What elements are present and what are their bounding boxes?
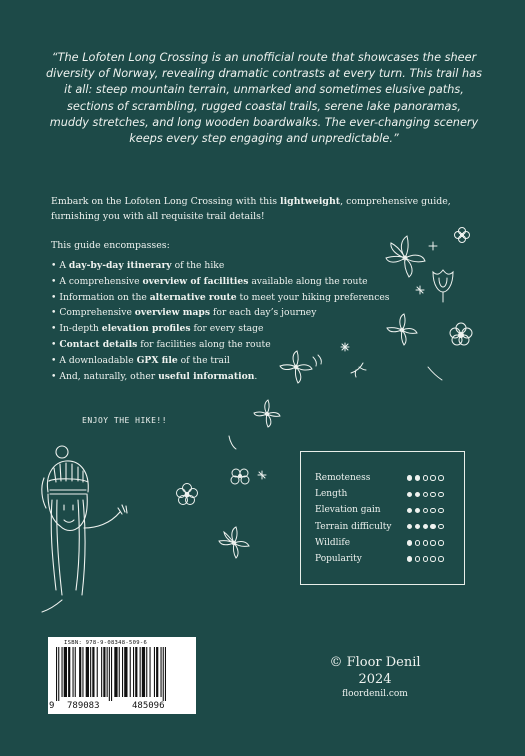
barcode-bar <box>133 647 134 697</box>
barcode-bar <box>165 647 166 701</box>
rating-label: Elevation gain <box>315 505 381 516</box>
barcode-bar <box>109 647 110 701</box>
barcode-digit-group1: 789083 <box>67 701 100 711</box>
rating-dot-empty <box>438 524 443 529</box>
tulip-icon <box>433 270 453 302</box>
sparkle-icon <box>429 242 437 250</box>
barcode-bar <box>62 647 63 697</box>
barcode-bar <box>101 647 102 697</box>
sprig-icon <box>351 363 366 377</box>
flower-icon <box>219 527 249 558</box>
rating-dot-filled <box>407 524 412 529</box>
barcode-bar <box>140 647 141 697</box>
barcode-bar <box>56 647 57 701</box>
barcode-bar <box>111 647 112 701</box>
rating-dots <box>407 540 444 545</box>
rating-dot-filled <box>407 556 412 561</box>
flower-icon <box>254 400 280 427</box>
rating-dot-empty <box>430 540 435 545</box>
rating-dot-filled <box>415 492 420 497</box>
rating-dot-filled <box>407 540 412 545</box>
author-website: floordenil.com <box>342 689 408 699</box>
features-heading: This guide encompasses: <box>51 240 170 251</box>
barcode-bar <box>64 647 67 697</box>
rating-dot-empty <box>423 492 428 497</box>
barcode-bar <box>163 647 164 701</box>
barcode-bar <box>156 647 158 697</box>
rating-dot-filled <box>407 492 412 497</box>
rating-dot-empty <box>415 556 420 561</box>
sparkle-icon <box>416 286 424 294</box>
intro-bold: lightweight <box>280 196 341 207</box>
barcode-bar <box>119 647 120 697</box>
rating-row <box>315 519 464 535</box>
stem-line <box>428 367 442 380</box>
rating-row <box>315 535 464 551</box>
rating-dot-empty <box>430 508 435 513</box>
barcode-bar <box>97 647 98 697</box>
barcode-bar <box>68 647 70 697</box>
rating-dot-empty <box>438 475 443 480</box>
intro-text: Embark on the Lofoten Long Crossing with this <box>51 196 281 207</box>
barcode-bar <box>114 647 117 697</box>
rating-dot-empty <box>430 556 435 561</box>
rating-dot-empty <box>423 475 428 480</box>
rating-row <box>315 551 464 567</box>
rating-dots <box>407 492 444 497</box>
rating-dot-filled <box>415 524 420 529</box>
barcode-bar <box>142 647 145 697</box>
rating-dot-empty <box>438 556 443 561</box>
feature-item: • And, naturally, other useful information. <box>51 370 258 382</box>
copyright-year: 2024 <box>358 672 392 687</box>
rating-dots <box>407 508 444 513</box>
barcode-bar <box>86 647 89 697</box>
rating-row <box>315 486 464 502</box>
rating-dot-empty <box>423 540 428 545</box>
barcode-bar <box>161 647 162 697</box>
flower-icon <box>387 314 417 345</box>
rating-dot-filled <box>415 508 420 513</box>
rating-dot-empty <box>438 492 443 497</box>
rating-label: Length <box>315 489 348 500</box>
barcode-bars <box>56 647 190 701</box>
rating-dot-empty <box>423 508 428 513</box>
trail-ratings-box <box>300 451 465 585</box>
barcode-digit-group2: 485096 <box>132 701 165 711</box>
intro-text-end: , comprehensive guide, furnishing you with all requisite trail details! <box>51 196 451 222</box>
isbn-barcode <box>48 637 196 714</box>
rating-dot-filled <box>407 508 412 513</box>
rating-dot-filled <box>423 524 428 529</box>
barcode-bar <box>130 647 131 697</box>
feature-item: • Comprehensive overview maps for each day’s journey <box>51 307 317 319</box>
barcode-bar <box>122 647 123 697</box>
rating-dot-empty <box>438 540 443 545</box>
rating-dot-empty <box>423 556 428 561</box>
back-cover-quote: “The Lofoten Long Crossing is an unofficial route that showcases the sheer diversity of Norway, revealing dramatic contrasts at every turn. This trail has it all: steep mountain terrain, unmarked and sometimes elusive paths, sections of scrambling, rugged coastal trails, serene lake panoramas, muddy stretches, and long wooden boardwalks. The ever-changing scenery keeps every step engaging and unpredictable.” <box>46 51 482 146</box>
rating-label: Wildlife <box>315 537 351 548</box>
rating-dot-empty <box>415 540 420 545</box>
rating-dot-filled <box>407 475 412 480</box>
barcode-bar <box>75 647 76 697</box>
barcode-bar <box>82 647 83 697</box>
barcode-bar <box>146 647 147 697</box>
rating-dot-filled <box>430 524 435 529</box>
rating-row <box>315 470 464 486</box>
barcode-bar <box>135 647 137 697</box>
rating-row <box>315 502 464 518</box>
feature-item: • Contact details for facilities along the route <box>51 338 271 350</box>
flower-icon <box>231 469 249 484</box>
barcode-bar <box>107 647 108 697</box>
sparkle-icon <box>341 343 349 351</box>
barcode-digit-first: 9 <box>49 701 55 711</box>
isbn-label: ISBN: 978-9-08348-509-6 <box>64 640 148 646</box>
motion-lines <box>313 355 321 366</box>
copyright-block <box>300 654 450 701</box>
rating-dots <box>407 556 444 561</box>
barcode-bar <box>154 647 155 697</box>
enjoy-hike-handwriting: ENJOY THE HIKE!! <box>82 416 168 425</box>
rating-dot-empty <box>430 475 435 480</box>
feature-item: • A downloadable GPX file of the trail <box>51 354 230 366</box>
barcode-bar <box>124 647 127 697</box>
barcode-bar <box>90 647 91 697</box>
hiker-girl-illustration <box>42 446 127 612</box>
rating-label: Terrain difficulty <box>315 521 392 532</box>
rating-dot-filled <box>415 475 420 480</box>
stem-line <box>229 436 236 449</box>
flower-icon <box>386 236 425 277</box>
barcode-bar <box>150 647 151 697</box>
barcode-bar <box>58 647 59 701</box>
flower-icon <box>177 484 198 505</box>
feature-item: • Information on the alternative route to meet your hiking preferences <box>51 291 390 303</box>
feature-item: • In-depth elevation profiles for every stage <box>51 323 264 335</box>
copyright-author: © Floor Denil <box>329 655 421 670</box>
barcode-bar <box>79 647 81 697</box>
rating-label: Remoteness <box>315 473 371 484</box>
rating-dot-empty <box>438 508 443 513</box>
rating-dots <box>407 524 444 529</box>
rating-label: Popularity <box>315 554 362 565</box>
flower-icon <box>280 351 312 383</box>
flower-icon <box>455 228 470 243</box>
feature-item: • A day-by-day itinerary of the hike <box>51 260 225 271</box>
barcode-bar <box>92 647 94 697</box>
sparkle-icon <box>258 471 266 479</box>
flower-icon <box>450 323 472 345</box>
barcode-bar <box>103 647 105 697</box>
barcode-bar <box>73 647 74 697</box>
rating-dots <box>407 475 444 480</box>
feature-item: • A comprehensive overview of facilities available along the route <box>51 275 368 287</box>
rating-dot-empty <box>430 492 435 497</box>
